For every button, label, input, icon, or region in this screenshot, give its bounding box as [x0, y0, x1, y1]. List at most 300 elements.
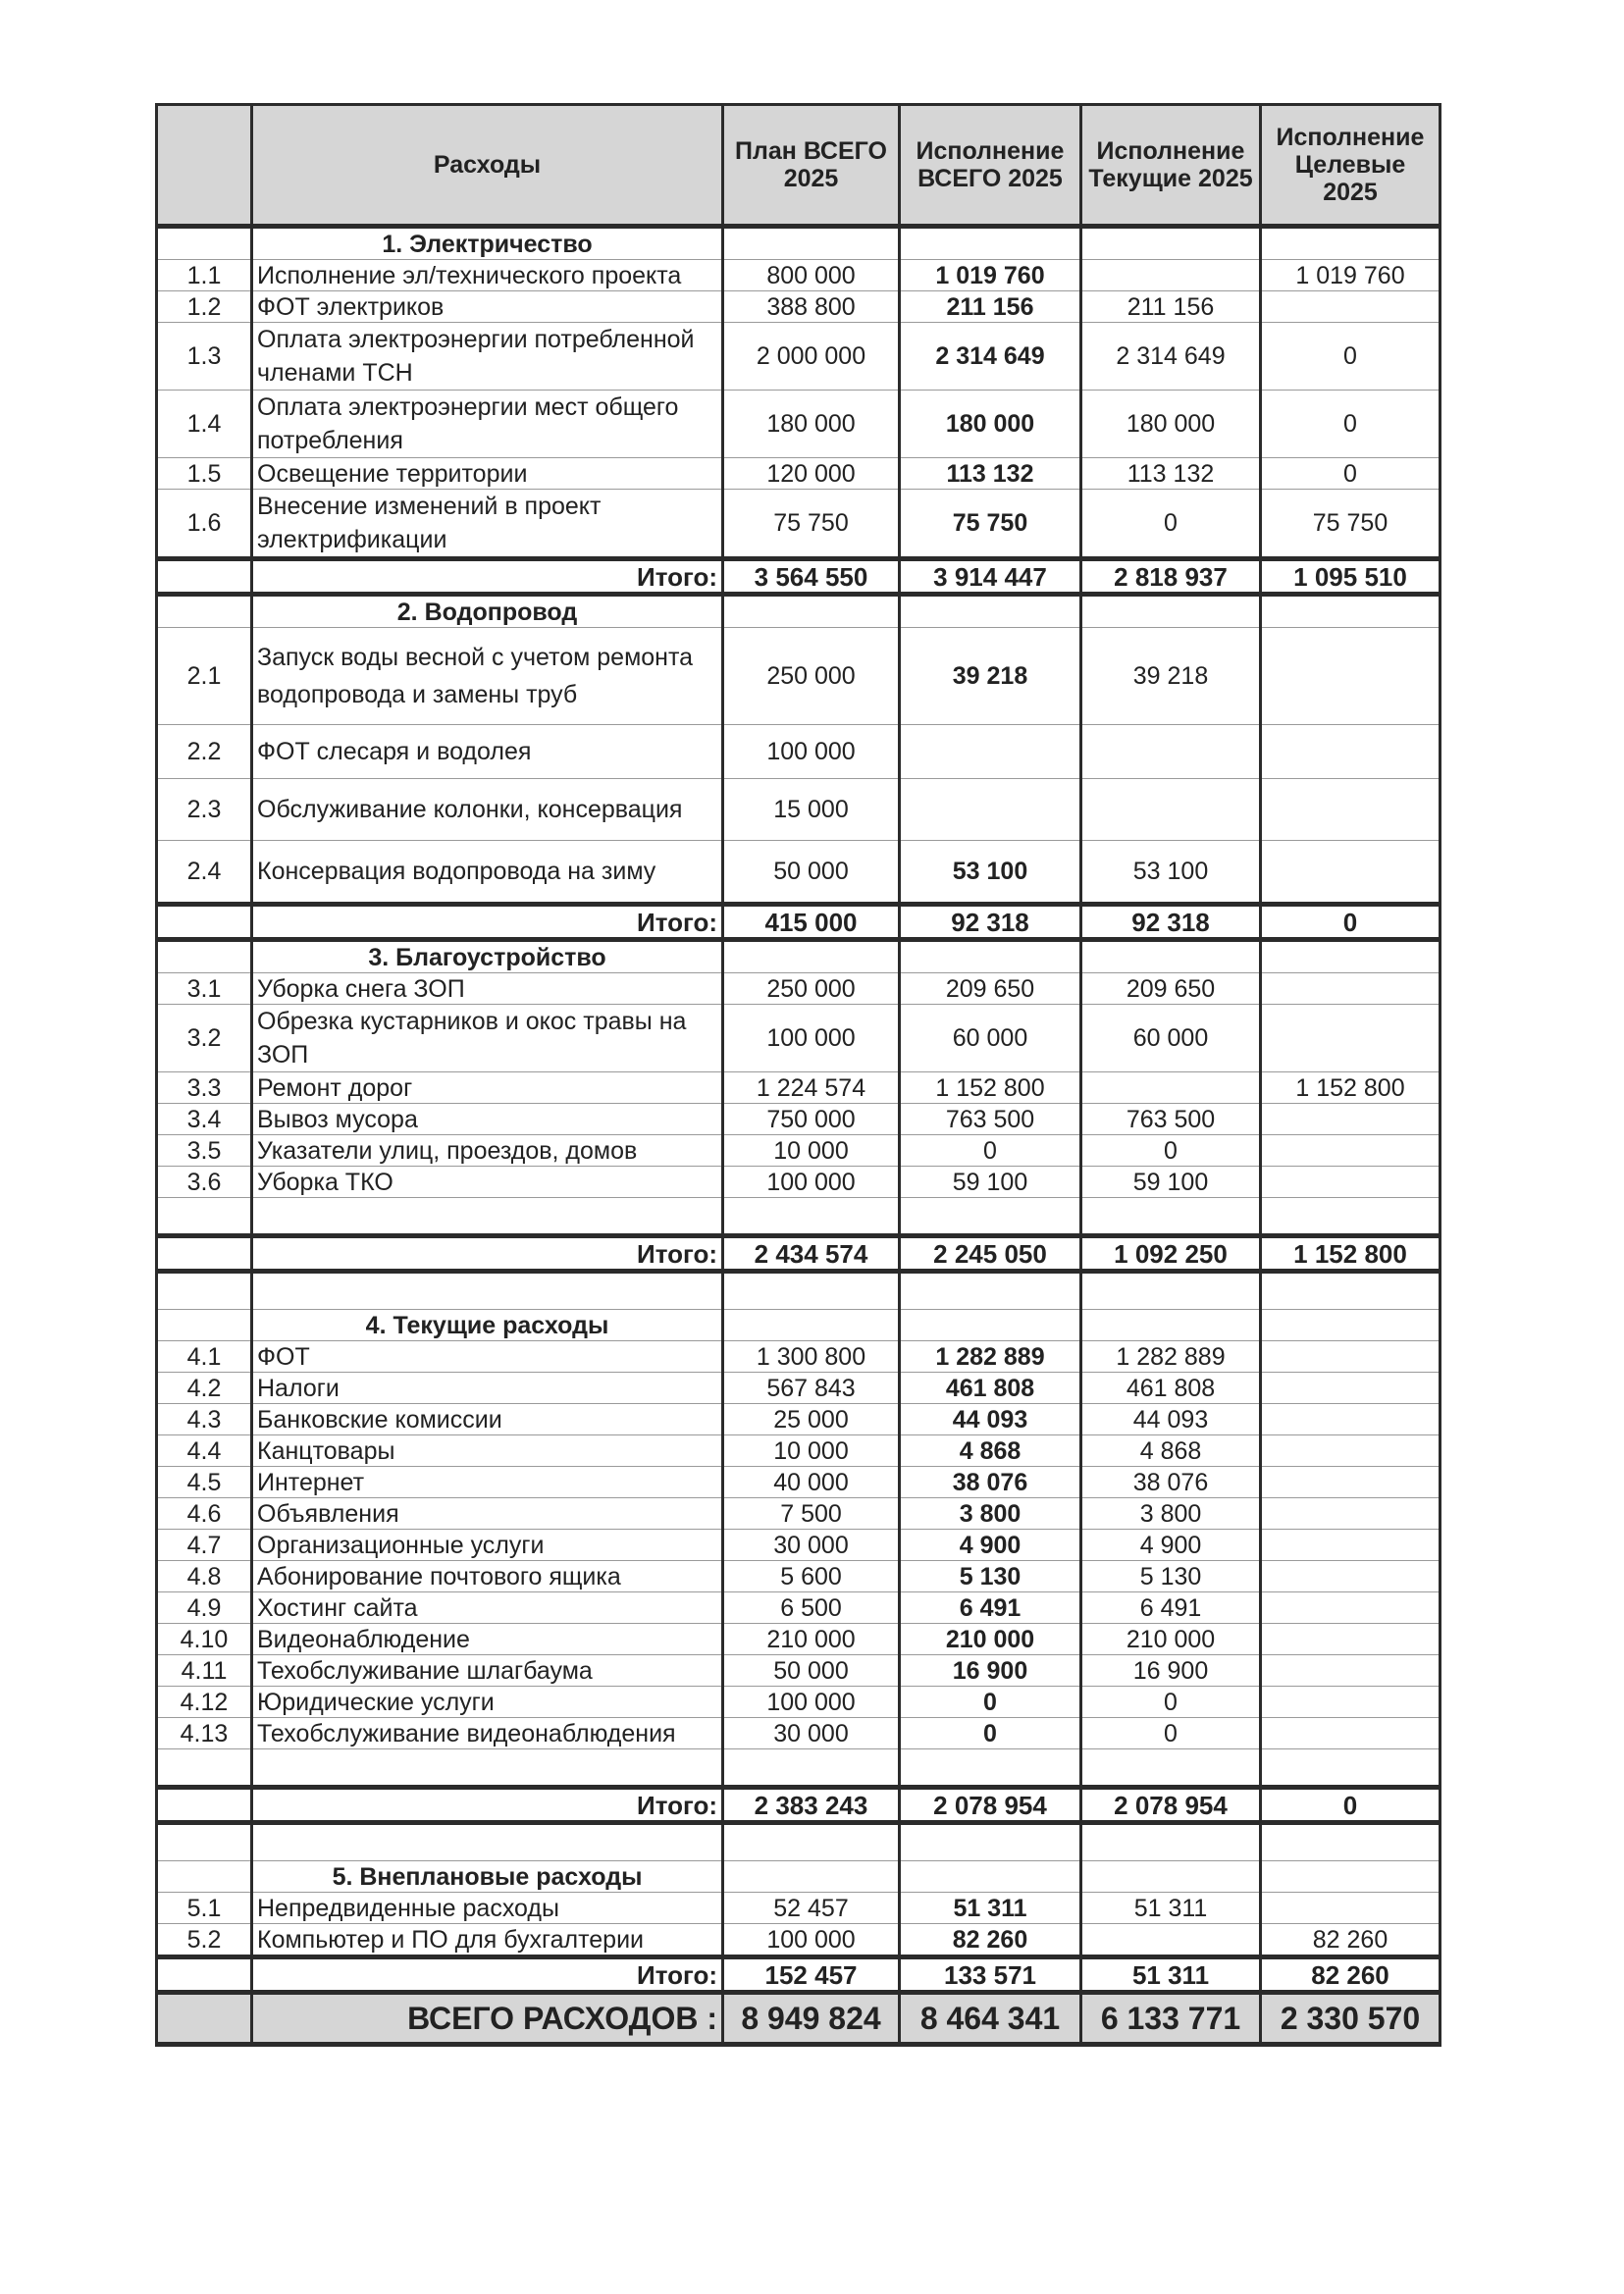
cell-exec-target — [1261, 628, 1441, 725]
table-row — [157, 1655, 1441, 1687]
cell-plan: 250 000 — [723, 973, 900, 1005]
empty-cell — [252, 1749, 723, 1788]
row-code: 3.1 — [157, 973, 252, 1005]
cell-exec-total: 82 260 — [900, 1924, 1081, 1957]
row-code: 4.1 — [157, 1341, 252, 1373]
cell-exec-current — [1081, 725, 1261, 779]
empty-cell — [157, 1957, 252, 1993]
empty-cell — [1081, 1198, 1261, 1236]
row-name: Компьютер и ПО для бухгалтерии — [252, 1924, 723, 1957]
total-plan: 152 457 — [723, 1957, 900, 1993]
empty-cell — [723, 1749, 900, 1788]
total-exec-current: 2 078 954 — [1081, 1788, 1261, 1823]
row-code: 2.1 — [157, 628, 252, 725]
section-header-row — [157, 595, 1441, 628]
table-row — [157, 628, 1441, 725]
empty-cell — [157, 1198, 252, 1236]
cell-exec-target — [1261, 1467, 1441, 1498]
header-exec-target: Исполнение Целевые 2025 — [1261, 105, 1441, 227]
cell-plan: 388 800 — [723, 291, 900, 323]
cell-exec-target — [1261, 1655, 1441, 1687]
section-header-row — [157, 227, 1441, 260]
table-row — [157, 1404, 1441, 1435]
blank-row — [157, 1198, 1441, 1236]
cell-exec-target: 75 750 — [1261, 490, 1441, 559]
cell-exec-current: 0 — [1081, 1135, 1261, 1167]
empty-cell — [157, 1823, 252, 1861]
section-title: 3. Благоустройство — [252, 940, 723, 973]
total-exec-target: 82 260 — [1261, 1957, 1441, 1993]
row-code: 4.3 — [157, 1404, 252, 1435]
row-code: 3.4 — [157, 1104, 252, 1135]
table-row — [157, 1561, 1441, 1592]
cell-exec-current: 1 282 889 — [1081, 1341, 1261, 1373]
cell-plan: 52 457 — [723, 1893, 900, 1924]
total-label: Итого: — [252, 559, 723, 595]
empty-cell — [900, 1861, 1081, 1893]
empty-cell — [157, 1236, 252, 1272]
row-name: Банковские комиссии — [252, 1404, 723, 1435]
cell-exec-current: 53 100 — [1081, 841, 1261, 905]
cell-plan: 10 000 — [723, 1135, 900, 1167]
total-exec-total: 133 571 — [900, 1957, 1081, 1993]
cell-exec-total: 0 — [900, 1135, 1081, 1167]
row-name: Уборка ТКО — [252, 1167, 723, 1198]
cell-plan: 7 500 — [723, 1498, 900, 1530]
cell-exec-target: 0 — [1261, 458, 1441, 490]
cell-exec-target — [1261, 1005, 1441, 1072]
section-title: 5. Внеплановые расходы — [252, 1861, 723, 1893]
table-header-row — [157, 105, 1441, 227]
row-code: 4.7 — [157, 1530, 252, 1561]
empty-cell — [1261, 1861, 1441, 1893]
header-exec-total: Исполнение ВСЕГО 2025 — [900, 105, 1081, 227]
table-row — [157, 291, 1441, 323]
cell-exec-current: 211 156 — [1081, 291, 1261, 323]
section-title: 4. Текущие расходы — [252, 1310, 723, 1341]
section-header-row — [157, 940, 1441, 973]
empty-cell — [900, 595, 1081, 628]
row-name: Непредвиденные расходы — [252, 1893, 723, 1924]
table-row — [157, 1624, 1441, 1655]
cell-exec-total: 1 282 889 — [900, 1341, 1081, 1373]
empty-cell — [723, 940, 900, 973]
cell-exec-current: 2 314 649 — [1081, 323, 1261, 391]
cell-plan: 75 750 — [723, 490, 900, 559]
grand-total-row — [157, 1993, 1441, 2045]
cell-exec-total: 38 076 — [900, 1467, 1081, 1498]
cell-exec-target — [1261, 1498, 1441, 1530]
cell-exec-total — [900, 779, 1081, 841]
row-name: Освещение территории — [252, 458, 723, 490]
cell-exec-current: 44 093 — [1081, 1404, 1261, 1435]
cell-exec-target — [1261, 1341, 1441, 1373]
cell-plan: 800 000 — [723, 260, 900, 291]
cell-plan: 100 000 — [723, 1005, 900, 1072]
row-name: Видеонаблюдение — [252, 1624, 723, 1655]
row-name: Указатели улиц, проездов, домов — [252, 1135, 723, 1167]
cell-plan: 750 000 — [723, 1104, 900, 1135]
header-code — [157, 105, 252, 227]
empty-cell — [900, 1749, 1081, 1788]
empty-cell — [1261, 1272, 1441, 1310]
header-plan: План ВСЕГО 2025 — [723, 105, 900, 227]
blank-row — [157, 1749, 1441, 1788]
cell-exec-target — [1261, 1167, 1441, 1198]
cell-exec-target: 1 019 760 — [1261, 260, 1441, 291]
cell-plan: 25 000 — [723, 1404, 900, 1435]
row-name: Оплата электроэнергии потребленной членами ТСН — [252, 323, 723, 391]
cell-exec-target — [1261, 1592, 1441, 1624]
cell-exec-total: 210 000 — [900, 1624, 1081, 1655]
table-row — [157, 1592, 1441, 1624]
row-name: Канцтовары — [252, 1435, 723, 1467]
cell-exec-current: 5 130 — [1081, 1561, 1261, 1592]
empty-cell — [252, 1272, 723, 1310]
cell-exec-total: 461 808 — [900, 1373, 1081, 1404]
grand-total-exec-total: 8 464 341 — [900, 1993, 1081, 2045]
empty-cell — [157, 1310, 252, 1341]
empty-cell — [900, 1823, 1081, 1861]
cell-exec-current: 4 900 — [1081, 1530, 1261, 1561]
row-name: Оплата электроэнергии мест общего потребления — [252, 391, 723, 458]
empty-cell — [900, 227, 1081, 260]
table-row — [157, 490, 1441, 559]
cell-exec-total: 44 093 — [900, 1404, 1081, 1435]
cell-exec-total: 4 900 — [900, 1530, 1081, 1561]
section-total-row — [157, 1957, 1441, 1993]
empty-cell — [1261, 595, 1441, 628]
cell-exec-target: 0 — [1261, 323, 1441, 391]
cell-exec-current: 0 — [1081, 1718, 1261, 1749]
section-title: 2. Водопровод — [252, 595, 723, 628]
table-row — [157, 1498, 1441, 1530]
cell-exec-target — [1261, 841, 1441, 905]
empty-cell — [1081, 227, 1261, 260]
empty-cell — [900, 1272, 1081, 1310]
empty-cell — [723, 1823, 900, 1861]
empty-cell — [157, 1788, 252, 1823]
total-plan: 415 000 — [723, 905, 900, 940]
cell-exec-total: 209 650 — [900, 973, 1081, 1005]
empty-cell — [157, 595, 252, 628]
row-code: 3.6 — [157, 1167, 252, 1198]
empty-cell — [1081, 595, 1261, 628]
row-code: 2.2 — [157, 725, 252, 779]
total-plan: 3 564 550 — [723, 559, 900, 595]
cell-exec-total: 113 132 — [900, 458, 1081, 490]
cell-plan: 6 500 — [723, 1592, 900, 1624]
cell-exec-current — [1081, 779, 1261, 841]
row-name: ФОТ — [252, 1341, 723, 1373]
empty-cell — [723, 1272, 900, 1310]
cell-exec-current: 210 000 — [1081, 1624, 1261, 1655]
row-name: Хостинг сайта — [252, 1592, 723, 1624]
total-exec-target: 0 — [1261, 905, 1441, 940]
cell-plan: 1 300 800 — [723, 1341, 900, 1373]
blank-row — [157, 1272, 1441, 1310]
empty-cell — [723, 1198, 900, 1236]
cell-exec-total: 0 — [900, 1718, 1081, 1749]
row-code: 4.5 — [157, 1467, 252, 1498]
cell-exec-target — [1261, 1135, 1441, 1167]
row-name: Налоги — [252, 1373, 723, 1404]
table-row — [157, 1893, 1441, 1924]
total-exec-current: 1 092 250 — [1081, 1236, 1261, 1272]
cell-exec-current — [1081, 260, 1261, 291]
total-exec-total: 2 078 954 — [900, 1788, 1081, 1823]
total-exec-total: 3 914 447 — [900, 559, 1081, 595]
row-code: 3.5 — [157, 1135, 252, 1167]
cell-exec-target: 1 152 800 — [1261, 1072, 1441, 1104]
cell-exec-current: 6 491 — [1081, 1592, 1261, 1624]
cell-exec-target — [1261, 1530, 1441, 1561]
cell-exec-total: 1 019 760 — [900, 260, 1081, 291]
cell-exec-target — [1261, 1561, 1441, 1592]
cell-plan: 50 000 — [723, 841, 900, 905]
empty-cell — [157, 227, 252, 260]
row-name: Объявления — [252, 1498, 723, 1530]
cell-exec-total: 763 500 — [900, 1104, 1081, 1135]
empty-cell — [157, 1861, 252, 1893]
cell-exec-target — [1261, 1404, 1441, 1435]
cell-exec-current: 51 311 — [1081, 1893, 1261, 1924]
cell-plan: 100 000 — [723, 1687, 900, 1718]
row-name: ФОТ электриков — [252, 291, 723, 323]
empty-cell — [1261, 227, 1441, 260]
total-label: Итого: — [252, 905, 723, 940]
row-code: 4.11 — [157, 1655, 252, 1687]
table-row — [157, 1135, 1441, 1167]
row-code: 1.3 — [157, 323, 252, 391]
blank-row — [157, 1823, 1441, 1861]
cell-exec-target — [1261, 973, 1441, 1005]
table-body — [157, 227, 1441, 2045]
row-code: 1.6 — [157, 490, 252, 559]
row-name: Вывоз мусора — [252, 1104, 723, 1135]
cell-exec-total: 1 152 800 — [900, 1072, 1081, 1104]
total-exec-current: 2 818 937 — [1081, 559, 1261, 595]
cell-exec-current: 113 132 — [1081, 458, 1261, 490]
row-name: Ремонт дорог — [252, 1072, 723, 1104]
cell-exec-total: 4 868 — [900, 1435, 1081, 1467]
cell-exec-target — [1261, 725, 1441, 779]
row-name: Интернет — [252, 1467, 723, 1498]
cell-plan: 15 000 — [723, 779, 900, 841]
cell-exec-target — [1261, 1624, 1441, 1655]
row-code: 4.2 — [157, 1373, 252, 1404]
total-exec-target: 1 152 800 — [1261, 1236, 1441, 1272]
empty-cell — [723, 1861, 900, 1893]
cell-exec-target — [1261, 1373, 1441, 1404]
table-row — [157, 1167, 1441, 1198]
empty-cell — [1081, 940, 1261, 973]
table-row — [157, 1718, 1441, 1749]
header-exec-current: Исполнение Текущие 2025 — [1081, 105, 1261, 227]
row-code: 3.2 — [157, 1005, 252, 1072]
cell-exec-total: 51 311 — [900, 1893, 1081, 1924]
cell-exec-total: 211 156 — [900, 291, 1081, 323]
cell-exec-current: 39 218 — [1081, 628, 1261, 725]
cell-exec-total: 59 100 — [900, 1167, 1081, 1198]
grand-total-exec-current: 6 133 771 — [1081, 1993, 1261, 2045]
cell-exec-current: 38 076 — [1081, 1467, 1261, 1498]
empty-cell — [1261, 940, 1441, 973]
cell-exec-current: 0 — [1081, 1687, 1261, 1718]
cell-plan: 567 843 — [723, 1373, 900, 1404]
empty-cell — [1081, 1272, 1261, 1310]
empty-cell — [900, 1310, 1081, 1341]
table-row — [157, 458, 1441, 490]
cell-exec-current: 4 868 — [1081, 1435, 1261, 1467]
cell-exec-total: 16 900 — [900, 1655, 1081, 1687]
row-code: 1.1 — [157, 260, 252, 291]
total-exec-current: 92 318 — [1081, 905, 1261, 940]
row-name: Обрезка кустарников и окос травы на ЗОП — [252, 1005, 723, 1072]
cell-plan: 40 000 — [723, 1467, 900, 1498]
cell-exec-total: 53 100 — [900, 841, 1081, 905]
cell-exec-target — [1261, 779, 1441, 841]
row-name: Абонирование почтового ящика — [252, 1561, 723, 1592]
grand-total-label: ВСЕГО РАСХОДОВ : — [252, 1993, 723, 2045]
total-plan: 2 434 574 — [723, 1236, 900, 1272]
cell-plan: 100 000 — [723, 1924, 900, 1957]
cell-plan: 2 000 000 — [723, 323, 900, 391]
empty-cell — [1081, 1749, 1261, 1788]
empty-cell — [252, 1823, 723, 1861]
cell-exec-target — [1261, 1104, 1441, 1135]
cell-exec-target — [1261, 1718, 1441, 1749]
table-row — [157, 1530, 1441, 1561]
section-total-row — [157, 559, 1441, 595]
cell-plan: 50 000 — [723, 1655, 900, 1687]
empty-cell — [157, 905, 252, 940]
empty-cell — [1261, 1198, 1441, 1236]
empty-cell — [1081, 1861, 1261, 1893]
cell-plan: 120 000 — [723, 458, 900, 490]
row-code: 2.4 — [157, 841, 252, 905]
row-code: 1.5 — [157, 458, 252, 490]
cell-plan: 180 000 — [723, 391, 900, 458]
cell-plan: 5 600 — [723, 1561, 900, 1592]
row-code: 4.6 — [157, 1498, 252, 1530]
section-header-row — [157, 1861, 1441, 1893]
cell-exec-current: 180 000 — [1081, 391, 1261, 458]
row-name: Техобслуживание шлагбаума — [252, 1655, 723, 1687]
section-header-row — [157, 1310, 1441, 1341]
row-name: ФОТ слесаря и водолея — [252, 725, 723, 779]
row-code: 4.13 — [157, 1718, 252, 1749]
table-row — [157, 391, 1441, 458]
header-name: Расходы — [252, 105, 723, 227]
cell-exec-current: 60 000 — [1081, 1005, 1261, 1072]
table-row — [157, 1341, 1441, 1373]
cell-exec-total: 6 491 — [900, 1592, 1081, 1624]
row-code: 2.3 — [157, 779, 252, 841]
cell-exec-total: 5 130 — [900, 1561, 1081, 1592]
cell-plan: 100 000 — [723, 1167, 900, 1198]
total-label: Итого: — [252, 1788, 723, 1823]
row-name: Уборка снега ЗОП — [252, 973, 723, 1005]
expenses-table — [155, 103, 1441, 2047]
row-code: 4.9 — [157, 1592, 252, 1624]
table-row — [157, 1924, 1441, 1957]
table-row — [157, 1467, 1441, 1498]
cell-exec-total: 39 218 — [900, 628, 1081, 725]
cell-exec-total: 2 314 649 — [900, 323, 1081, 391]
row-name: Внесение изменений в проект электрификации — [252, 490, 723, 559]
row-code: 5.1 — [157, 1893, 252, 1924]
row-name: Запуск воды весной с учетом ремонта водопровода и замены труб — [252, 628, 723, 725]
cell-exec-target — [1261, 1893, 1441, 1924]
grand-total-plan: 8 949 824 — [723, 1993, 900, 2045]
cell-plan: 10 000 — [723, 1435, 900, 1467]
empty-cell — [157, 940, 252, 973]
cell-exec-target — [1261, 1435, 1441, 1467]
row-name: Организационные услуги — [252, 1530, 723, 1561]
section-total-row — [157, 1788, 1441, 1823]
table-row — [157, 323, 1441, 391]
table-row — [157, 779, 1441, 841]
cell-exec-total: 0 — [900, 1687, 1081, 1718]
cell-exec-total: 60 000 — [900, 1005, 1081, 1072]
empty-cell — [157, 559, 252, 595]
cell-plan: 1 224 574 — [723, 1072, 900, 1104]
empty-cell — [157, 1993, 252, 2045]
table-row — [157, 1435, 1441, 1467]
empty-cell — [1261, 1823, 1441, 1861]
row-name: Исполнение эл/технического проекта — [252, 260, 723, 291]
row-code: 1.2 — [157, 291, 252, 323]
total-label: Итого: — [252, 1957, 723, 1993]
row-name: Техобслуживание видеонаблюдения — [252, 1718, 723, 1749]
table-row — [157, 841, 1441, 905]
row-code: 4.10 — [157, 1624, 252, 1655]
empty-cell — [723, 595, 900, 628]
cell-exec-target: 82 260 — [1261, 1924, 1441, 1957]
empty-cell — [1081, 1310, 1261, 1341]
total-plan: 2 383 243 — [723, 1788, 900, 1823]
row-code: 5.2 — [157, 1924, 252, 1957]
cell-exec-current: 16 900 — [1081, 1655, 1261, 1687]
section-title: 1. Электричество — [252, 227, 723, 260]
total-exec-total: 2 245 050 — [900, 1236, 1081, 1272]
cell-plan: 210 000 — [723, 1624, 900, 1655]
empty-cell — [252, 1198, 723, 1236]
row-name: Юридические услуги — [252, 1687, 723, 1718]
table-row — [157, 1687, 1441, 1718]
cell-plan: 250 000 — [723, 628, 900, 725]
cell-exec-current: 763 500 — [1081, 1104, 1261, 1135]
total-label: Итого: — [252, 1236, 723, 1272]
table-row — [157, 260, 1441, 291]
empty-cell — [157, 1272, 252, 1310]
table-row — [157, 1072, 1441, 1104]
cell-exec-total — [900, 725, 1081, 779]
grand-total-exec-target: 2 330 570 — [1261, 1993, 1441, 2045]
empty-cell — [157, 1749, 252, 1788]
table-row — [157, 1005, 1441, 1072]
total-exec-target: 1 095 510 — [1261, 559, 1441, 595]
empty-cell — [900, 940, 1081, 973]
cell-exec-total: 75 750 — [900, 490, 1081, 559]
row-code: 4.12 — [157, 1687, 252, 1718]
cell-exec-current — [1081, 1072, 1261, 1104]
empty-cell — [1261, 1310, 1441, 1341]
section-total-row — [157, 905, 1441, 940]
table-row — [157, 1373, 1441, 1404]
total-exec-current: 51 311 — [1081, 1957, 1261, 1993]
